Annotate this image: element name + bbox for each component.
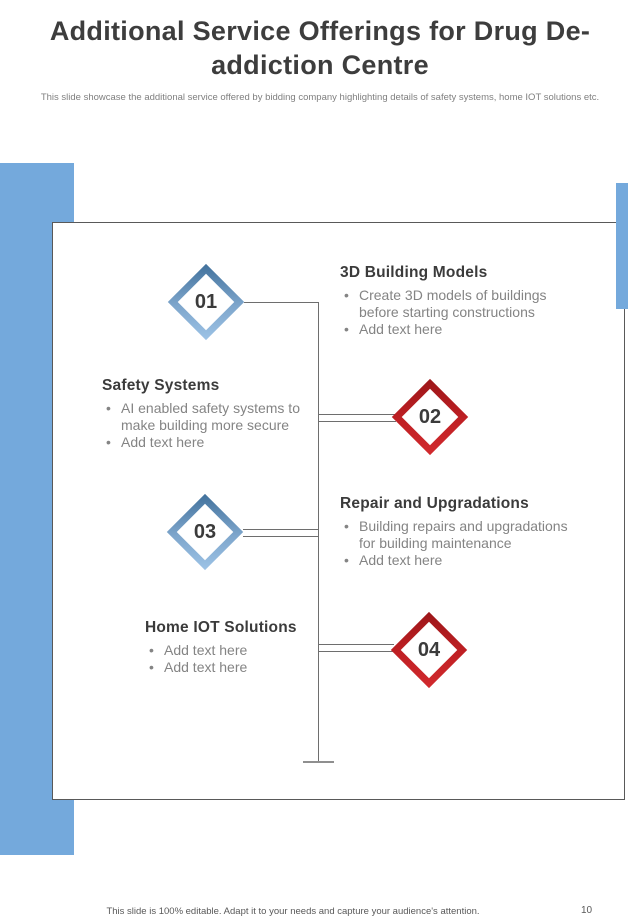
page-number: 10: [581, 905, 593, 916]
step-number-03: 03: [193, 520, 217, 543]
right-accent-bar: [616, 183, 628, 309]
item-title: Safety Systems: [102, 377, 220, 394]
item-bullets: [145, 642, 365, 676]
step-number-01: 01: [194, 290, 218, 313]
slide-title: Additional Service Offerings for Drug De-addiction Centre: [49, 16, 591, 80]
footer-note: This slide is 100% editable. Adapt it to your needs and capture your audience's attention.: [106, 906, 480, 917]
bullet-item: • Add text here: [145, 642, 365, 659]
diamond-step-03: [167, 494, 243, 570]
step-number-04: 04: [417, 638, 441, 661]
connector-step-03-top: [243, 529, 318, 530]
connector-step-03-bottom: [243, 536, 318, 537]
item-bullets: [340, 287, 570, 338]
diamond-step-02: [392, 379, 468, 455]
slide-subtitle: This slide showcase the additional service offered by bidding company highlighting details of safety systems, home IOT solutions etc.: [40, 92, 600, 103]
step-number-02: 02: [418, 405, 442, 428]
item-bullets: [102, 400, 324, 451]
item-block-safety-systems: [102, 377, 324, 451]
item-bullets: [340, 518, 586, 569]
item-title: 3D Building Models: [340, 264, 488, 281]
item-block-repair-upgradations: [340, 495, 586, 569]
connector-vertical-line: [318, 302, 319, 762]
connector-step-02-bottom: [319, 421, 396, 422]
bullet-item: • Add text here: [340, 321, 570, 338]
diamond-step-01: [168, 264, 244, 340]
bullet-item: • Add text here: [340, 552, 586, 569]
item-title: Repair and Upgradations: [340, 495, 529, 512]
item-block-3d-building-models: [340, 264, 570, 338]
item-block-home-iot-solutions: [145, 619, 365, 676]
item-title: Home IOT Solutions: [145, 619, 297, 636]
connector-step-01: [244, 302, 318, 303]
bullet-item: • AI enabled safety systems to make building more secure: [102, 400, 324, 434]
bullet-item: • Add text here: [145, 659, 365, 676]
connector-step-02-top: [319, 414, 396, 415]
bullet-item: • Create 3D models of buildings before starting constructions: [340, 287, 570, 321]
diamond-step-04: [391, 612, 467, 688]
connector-end-cap: [303, 761, 334, 763]
bullet-item: • Add text here: [102, 434, 324, 451]
bullet-item: • Building repairs and upgradations for building maintenance: [340, 518, 586, 552]
